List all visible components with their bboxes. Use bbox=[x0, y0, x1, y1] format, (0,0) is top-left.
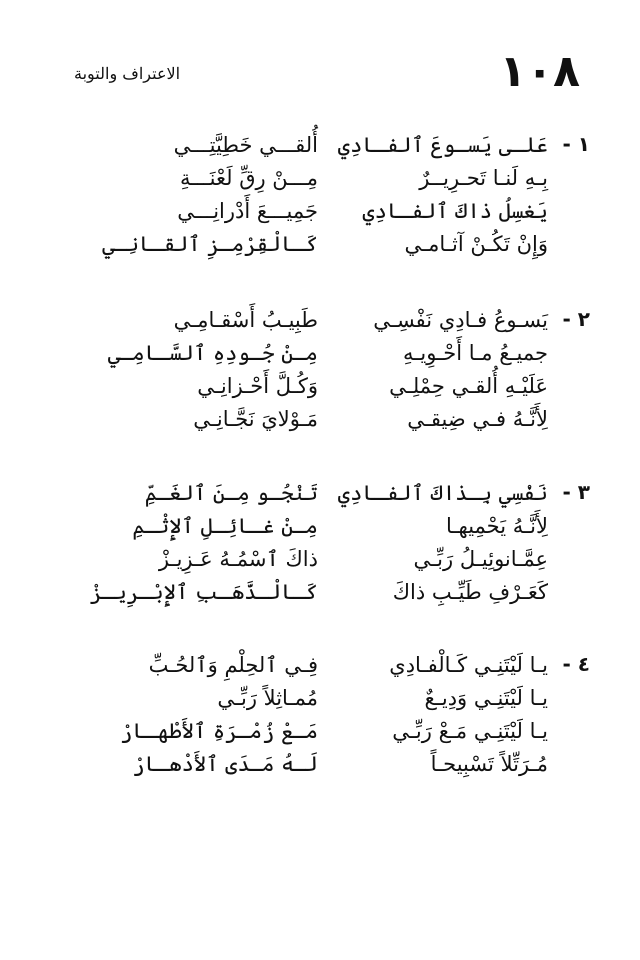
verse-second-half: ذاكَ ٱسْمُـهُ عَـزِيـزْ bbox=[158, 547, 318, 571]
verse-first-half: كَعَـرْفِ طَيِّـبِ ذاكَ bbox=[392, 580, 548, 604]
verse-first-half: لِأَنَّـهُ فـي ضِيقـي bbox=[407, 407, 548, 431]
section-title: الاعتراف والتوبة bbox=[74, 64, 181, 83]
stanza bbox=[40, 650, 590, 780]
verse-second-half: مِـــنْ رِقِّ لَعْنَـــةِ bbox=[179, 166, 318, 190]
verse-second-half: أُلقـــي خَطِيَّتِـــي bbox=[173, 133, 318, 157]
stanza bbox=[40, 305, 590, 435]
verse-second-half: كَـالْـذَّهَـبِ ٱلإِبْـرِيـزْ bbox=[89, 580, 318, 604]
verse-first-half: عَلَيْـهِ أُلقـي حِمْلِـي bbox=[389, 374, 548, 398]
stanza-number: ٣ - bbox=[562, 480, 590, 504]
stanza bbox=[40, 130, 590, 260]
verse-second-half: تَنْجُـو مِـنَ ٱلغَـمِّ bbox=[144, 481, 318, 505]
verse-first-half: جميـعُ مـا أَحْـوِيـهِ bbox=[402, 341, 548, 365]
verse-first-half: يـا لَيْتَنِـي كَـالْفـادِي bbox=[389, 653, 548, 677]
verse-second-half: مِـنْ غـائِـلِ ٱلإِثْـمِ bbox=[132, 514, 318, 538]
verse-second-half: وَكُـلَّ أَحْـزانِـي bbox=[197, 374, 318, 398]
verse-second-half: جَمِيـــعَ أَدْرانِـــي bbox=[177, 199, 318, 223]
verse-first-half: مُـرَتِّلاً تَسْبِيحـاً bbox=[430, 752, 548, 776]
verse-second-half: كَـالْقِرْمِـزِ ٱلقـانِـي bbox=[102, 232, 318, 256]
verse-second-half: مَـعْ زُمْـرَةِ ٱلأَطْهـارْ bbox=[120, 719, 318, 743]
verse-second-half: مُمـاثِلاً رَبِّـي bbox=[217, 686, 318, 710]
verse-first-half: عَلـى يَسـوعَ ٱلفـادِي bbox=[337, 133, 548, 157]
verse-first-half: عِمَّـانوئِيـلُ رَبِّـي bbox=[413, 547, 548, 571]
verse-second-half: طَبِيـبُ أَسْقـامِـي bbox=[173, 308, 318, 332]
verse-second-half: مَـوْلايَ نَجَّـانِـي bbox=[193, 407, 318, 431]
verse-first-half: بِـهِ لَنـا تَحـرِيــرٌ bbox=[419, 166, 548, 190]
verse-first-half: لِأَنَّـهُ يَحْمِيهـا bbox=[445, 514, 548, 538]
verse-second-half: مِـنْ جُـودِهِ ٱلسَّـامِـي bbox=[107, 341, 318, 365]
verse-second-half: لَـهُ مَـدَى ٱلأَدْهـارْ bbox=[132, 752, 318, 776]
verse-first-half: يـا لَيْتَنِـي وَدِيـعٌ bbox=[424, 686, 548, 710]
stanza-number: ٢ - bbox=[562, 307, 590, 331]
page-number: ١٠٨ bbox=[499, 46, 580, 97]
verse-first-half: يَسـوعُ فـادِي نَفْسِـي bbox=[373, 308, 548, 332]
stanza-number: ١ - bbox=[562, 132, 590, 156]
verse-first-half: يَغسِلُ ذاكَ ٱلفـادِي bbox=[362, 199, 548, 223]
page-header bbox=[60, 46, 580, 100]
verse-second-half: فِـي ٱلحِلْمِ وَٱلحُـبِّ bbox=[148, 653, 318, 677]
verse-first-half: وَإِنْ تَكُـنْ آثـامـي bbox=[404, 232, 548, 256]
stanza bbox=[40, 478, 590, 608]
verse-first-half: نَفْسِي بِـذاكَ ٱلفـادِي bbox=[337, 481, 548, 505]
verse-first-half: يـا لَيْتَنِـي مَـعْ رَبِّـي bbox=[392, 719, 548, 743]
stanza-number: ٤ - bbox=[562, 652, 590, 676]
